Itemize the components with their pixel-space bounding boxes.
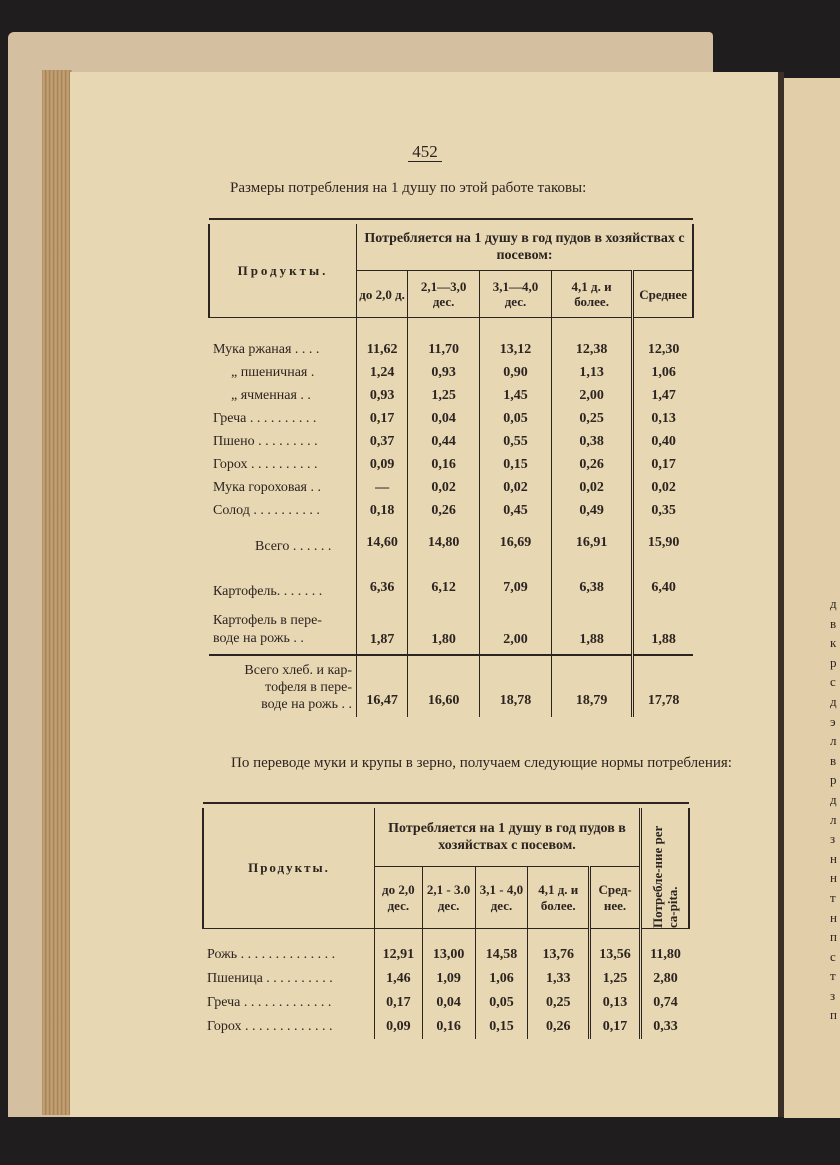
header-products: Продукты.: [209, 224, 357, 318]
margin-letter: р: [830, 772, 837, 788]
table-row: Мука ржаная . . . . 11,62 11,70 13,12 12,38 12,30: [209, 318, 693, 361]
table-row: Картофель. . . . . . . 6,36 6,12 7,09 6,38 6,40: [209, 564, 693, 612]
margin-letter: с: [830, 948, 836, 964]
page-edges: [42, 70, 72, 1115]
margin-letter: э: [830, 713, 836, 729]
table-row: Пшено . . . . . . . . . 0,37 0,44 0,55 0,38 0,40: [209, 430, 693, 453]
consumption-table: [208, 218, 694, 717]
book-page: [70, 72, 780, 1117]
paragraph: По переводе муки и крупы в зерно, получаем следующие нормы потребления:: [231, 755, 732, 771]
header-per-capita: Потребле-ние per ca-pita.: [641, 808, 690, 929]
intro-text: Размеры потребления на 1 душу по этой работе таковы:: [230, 180, 587, 196]
table-row: Греча . . . . . . . . . . 0,17 0,04 0,05 0,25 0,13: [209, 407, 693, 430]
table-row-total: Всего . . . . . . 14,60 14,80 16,69 16,91 15,90: [209, 522, 693, 564]
margin-letter: п: [830, 929, 837, 945]
margin-letter: в: [830, 752, 837, 768]
table-row: „ пшеничная . 1,24 0,93 0,90 1,13 1,06: [209, 361, 693, 384]
grain-consumption-table: [202, 802, 690, 1039]
header-col: до 2,0 дес.: [375, 867, 423, 929]
header-main: Потребляется на 1 душу в год пудов в хозяйствах с посевом:: [357, 224, 694, 271]
table-row: Картофель в пере- воде на рожь . . 1,87 1,80 2,00 1,88 1,88: [209, 612, 693, 655]
margin-letter: д: [830, 596, 837, 611]
margin-letter: т: [830, 889, 836, 905]
header-products: Продукты.: [203, 808, 375, 929]
margin-letters: [830, 594, 837, 1025]
header-col: 3,1 - 4,0 дес.: [475, 867, 528, 929]
header-col: 2,1 - 3.0 дес.: [422, 867, 475, 929]
margin-letter: н: [830, 870, 837, 886]
header-col: 2,1—3,0 дес.: [408, 271, 480, 318]
next-page-edge: [784, 78, 840, 1118]
margin-letter: н: [830, 850, 837, 866]
table-row: Горох . . . . . . . . . . . . . 0,09 0,16 0,15 0,26 0,17 0,33: [203, 1015, 689, 1039]
header-col: Сред-нее.: [590, 867, 641, 929]
margin-letter: л: [830, 733, 837, 749]
margin-letter: с: [830, 674, 836, 690]
margin-letter: л: [830, 811, 837, 827]
page-number: 452: [70, 142, 780, 162]
margin-letter: д: [830, 791, 837, 807]
margin-letter: в: [830, 615, 837, 631]
header-col: 4,1 д. и более.: [551, 271, 632, 318]
table-row: „ ячменная . . 0,93 1,25 1,45 2,00 1,47: [209, 384, 693, 407]
header-col: Среднее: [633, 271, 693, 318]
margin-letter: н: [830, 909, 837, 925]
table-row: Рожь . . . . . . . . . . . . . . 12,91 13,00 14,58 13,76 13,56 11,80: [203, 929, 689, 967]
table-row-grand-total: Всего хлеб. и кар- тофеля в пере- воде на рожь . . 16,47 16,60 18,78 18,79 17,78: [209, 656, 693, 717]
margin-letter: т: [830, 968, 836, 984]
margin-letter: р: [830, 654, 837, 670]
header-col: 4,1 д. и более.: [528, 867, 590, 929]
table-row: Пшеница . . . . . . . . . . 1,46 1,09 1,06 1,33 1,25 2,80: [203, 967, 689, 991]
margin-letter: п: [830, 1007, 837, 1023]
table-row: Горох . . . . . . . . . . 0,09 0,16 0,15 0,26 0,17: [209, 453, 693, 476]
table-row: Мука гороховая . . — 0,02 0,02 0,02 0,02: [209, 476, 693, 499]
header-col: 3,1—4,0 дес.: [480, 271, 552, 318]
margin-letter: з: [830, 987, 836, 1003]
margin-letter: з: [830, 831, 836, 847]
table-row: Солод . . . . . . . . . . 0,18 0,26 0,45 0,49 0,35: [209, 499, 693, 522]
header-col: до 2,0 д.: [357, 271, 408, 318]
header-main: Потребляется на 1 душу в год пудов в хозяйствах с посевом.: [375, 808, 641, 867]
margin-letter: д: [830, 693, 837, 709]
margin-letter: к: [830, 635, 837, 651]
table-row: Греча . . . . . . . . . . . . . 0,17 0,04 0,05 0,25 0,13 0,74: [203, 991, 689, 1015]
